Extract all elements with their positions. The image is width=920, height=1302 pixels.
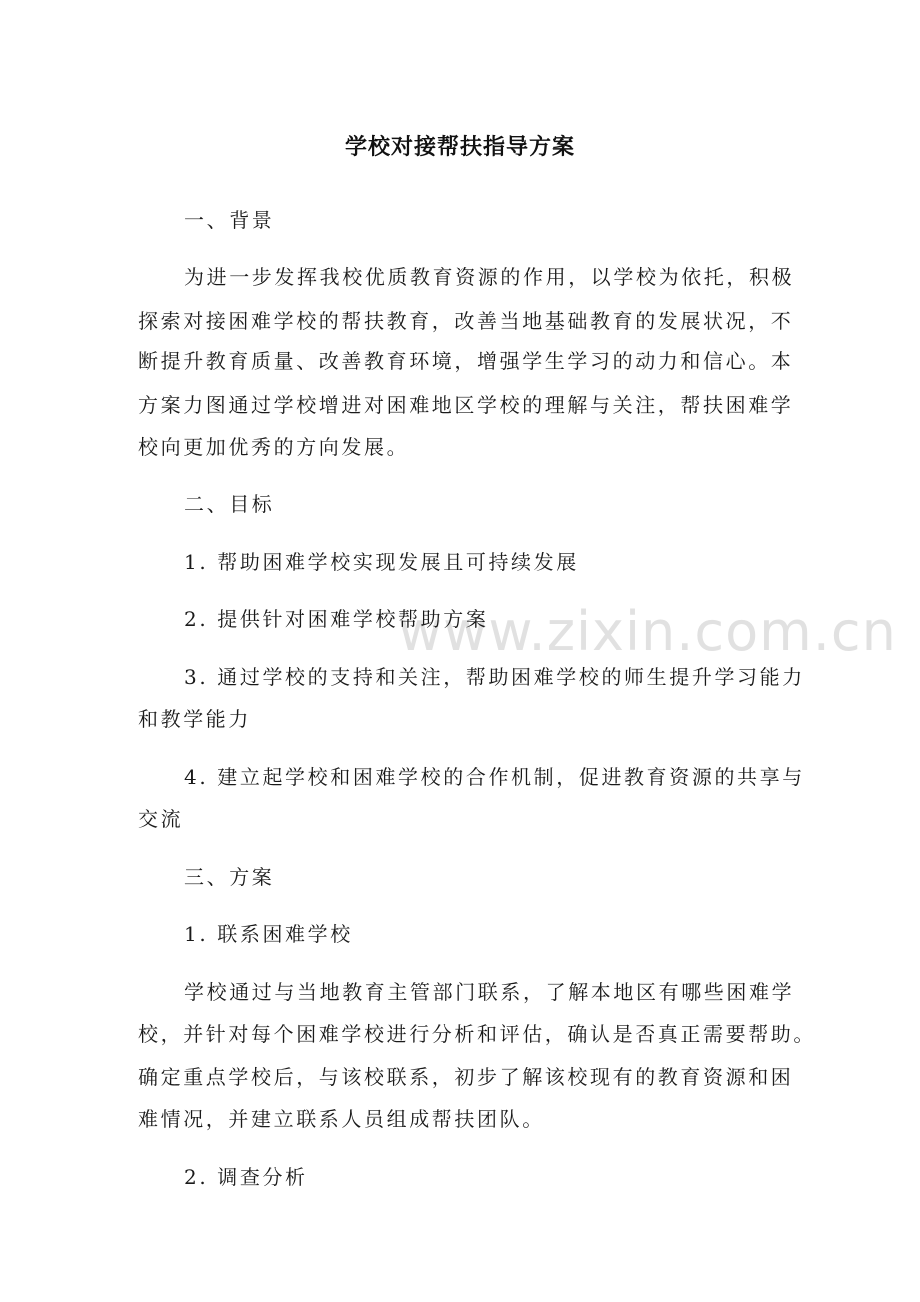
subsection-heading: 2. 调查分析 (184, 1165, 308, 1189)
paragraph-line: 方案力图通过学校增进对困难地区学校的理解与关注，帮扶困难学 (138, 393, 794, 417)
list-item: 1. 帮助困难学校实现发展且可持续发展 (184, 550, 579, 574)
subsection-heading: 1. 联系困难学校 (184, 922, 353, 946)
paragraph-line: 难情况，并建立联系人员组成帮扶团队。 (138, 1107, 545, 1131)
document-title: 学校对接帮扶指导方案 (344, 135, 575, 160)
section-heading-plan: 三、方案 (184, 865, 275, 889)
paragraph-line: 为进一步发挥我校优质教育资源的作用，以学校为依托，积极 (184, 265, 795, 289)
list-item: 3. 通过学校的支持和关注，帮助困难学校的师生提升学习能力 (184, 665, 805, 689)
paragraph-line: 确定重点学校后，与该校联系，初步了解该校现有的教育资源和困 (138, 1065, 794, 1089)
list-item-continuation: 交流 (138, 807, 184, 831)
paragraph-line: 校向更加优秀的方向发展。 (138, 435, 410, 459)
list-item-continuation: 和教学能力 (138, 707, 251, 731)
paragraph-line: 校，并针对每个困难学校进行分析和评估，确认是否真正需要帮助。 (138, 1022, 816, 1046)
watermark: www.zixin.com.cn (398, 600, 897, 663)
section-heading-background: 一、背景 (184, 208, 275, 232)
paragraph-line: 学校通过与当地教育主管部门联系，了解本地区有哪些困难学 (184, 980, 795, 1004)
section-heading-goals: 二、目标 (184, 492, 275, 516)
list-item: 4. 建立起学校和困难学校的合作机制，促进教育资源的共享与 (184, 765, 805, 789)
list-item: 2. 提供针对困难学校帮助方案 (184, 607, 489, 631)
paragraph-line: 探索对接困难学校的帮扶教育，改善当地基础教育的发展状况，不 (138, 309, 794, 333)
paragraph-line: 断提升教育质量、改善教育环境，增强学生学习的动力和信心。本 (138, 349, 794, 373)
